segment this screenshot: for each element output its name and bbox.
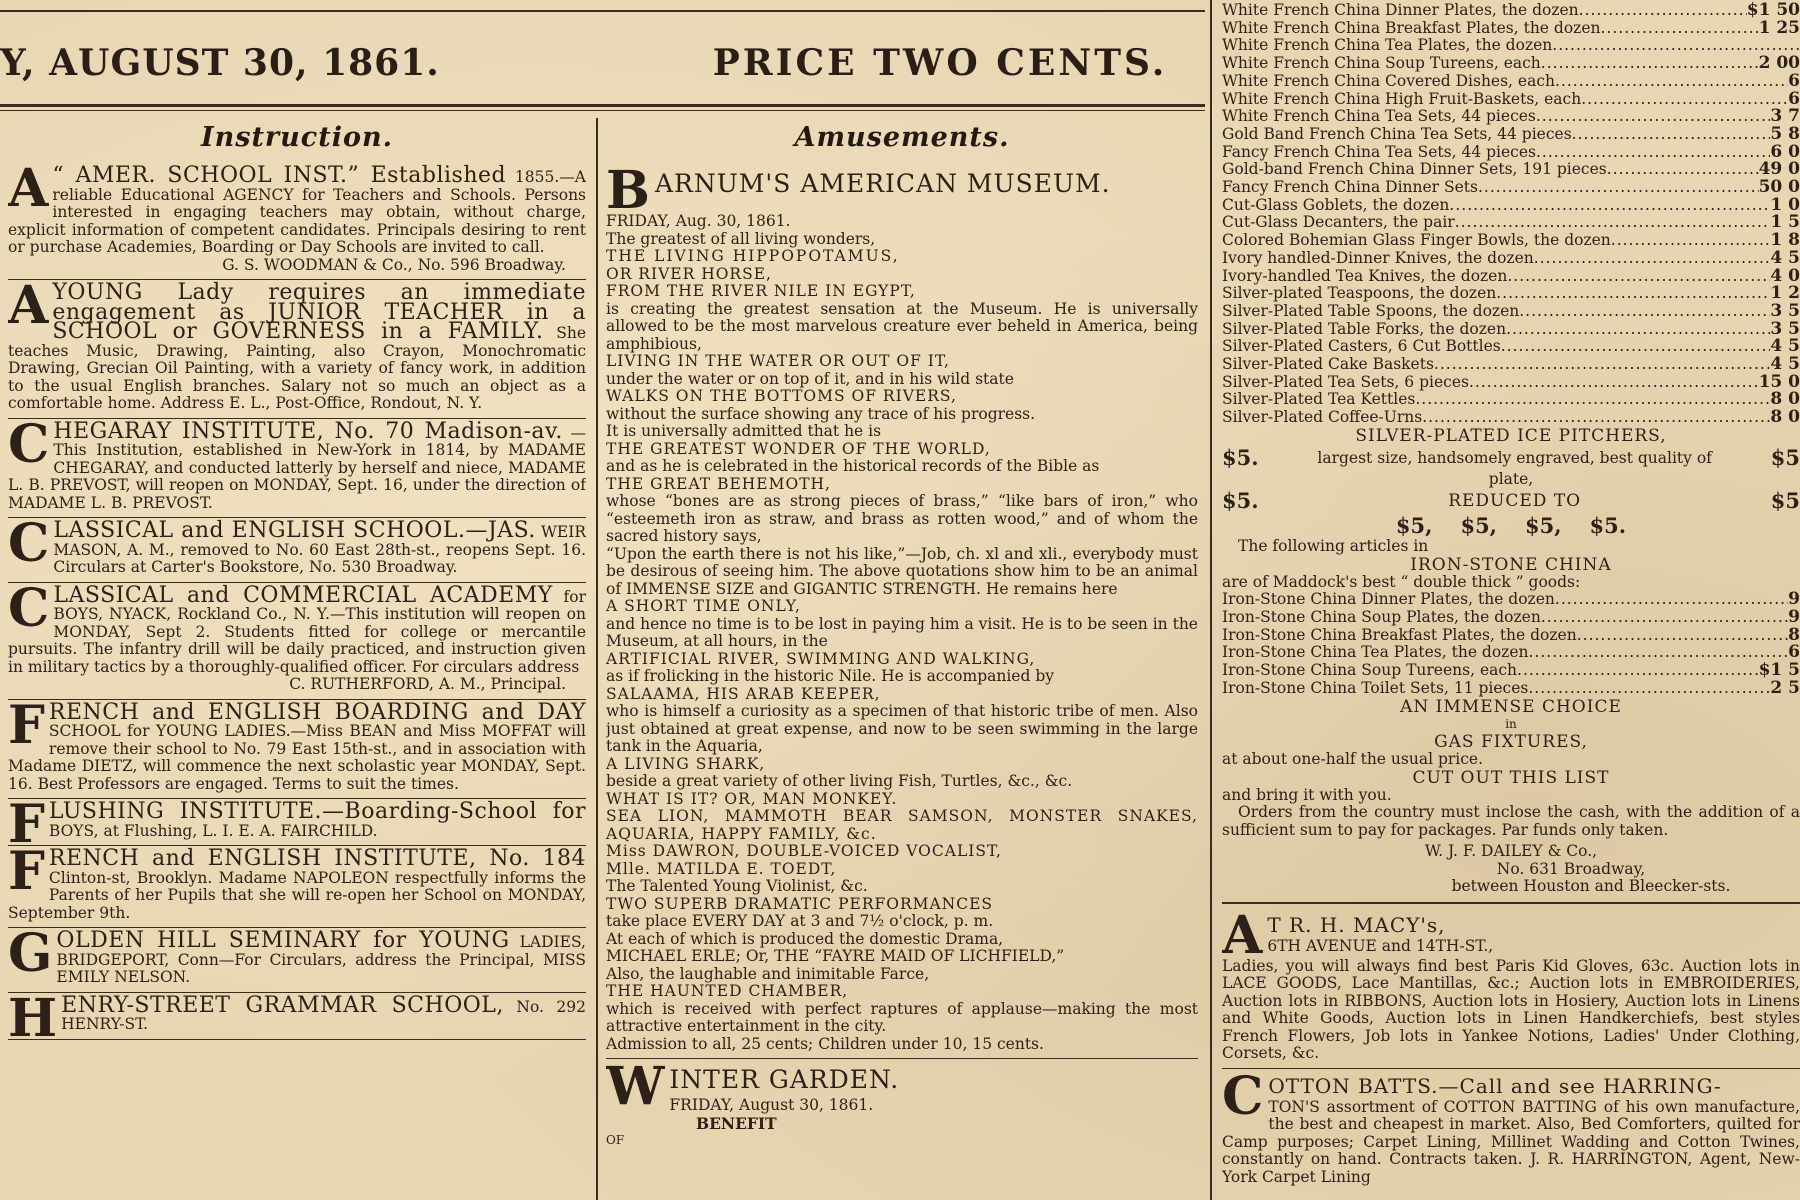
barnum-line: Also, the laughable and inimitable Farce,	[606, 964, 930, 983]
cotton-body: TON'S assortment of COTTON BATTING of his own manufacture, the best and cheapest in market. Also, Bed Comforters, quilted for Camp purposes; Carpet Lining, Millinet Wadding and Cotton Twines, constantly on hand. Contracts taken. J. R. HARRINGTON, Agent, New-York Carpet Lining	[1222, 1097, 1800, 1186]
barnum-line: Mlle. MATILDA E. TOEDT,	[606, 859, 837, 878]
china-price-price: 1 8	[1770, 230, 1800, 251]
barnum-line: OR RIVER HORSE,	[606, 264, 772, 283]
china-price-item: Fancy French China Tea Sets, 44 pieces	[1222, 142, 1536, 161]
ironstone-price-item: Iron-Stone China Tea Plates, the dozen	[1222, 643, 1529, 662]
barnum-line: which is received with perfect raptures of applause—making the most attractive entertainment in the city.	[606, 999, 1198, 1035]
instruction-dropcap: F	[8, 794, 45, 855]
china-price-item: Ivory-handled Tea Knives, the dozen	[1222, 266, 1508, 285]
china-price-row	[1222, 338, 1800, 356]
amusements-column	[606, 118, 1198, 1155]
china-price-row	[1222, 214, 1800, 232]
china-price-leader-dots	[1507, 268, 1770, 286]
china-price-leader-dots	[1415, 391, 1770, 409]
half-price: at about one-half the usual price.	[1222, 750, 1484, 769]
macy-body: Ladies, you will always find best Paris Kid Gloves, 63c. Auction lots in LACE GOODS, Lace Mantillas, &c.; Auction lots in EMBROIDERIES, Auction lots in RIBBONS, Auction lots in Hosiery, Auction lots in Linens and White Goods, Auction lots in Linen Handkerchiefs, best styles French Flowers, Job lots in Yankee Notions, Ladies' Under Clothing, Corsets, &c.	[1222, 956, 1800, 1063]
ironstone-price-row	[1222, 609, 1800, 627]
barnum-line: “Upon the earth there is not his like,”—Job, ch. xl and xli., everybody must be desirous of seeing him. The above quotations show him to be an animal of IMMENSE SIZE and GIGANTIC STRENGTH. He remains here	[606, 544, 1198, 598]
following-articles: The following articles in	[1238, 537, 1429, 556]
china-price-leader-dots	[1581, 91, 1788, 109]
instruction-dropcap: F	[8, 694, 45, 756]
china-price-price: 4 5	[1770, 336, 1800, 357]
china-price-price: 1 25	[1758, 17, 1800, 38]
instruction-ad-body: No. 292 HENRY-ST.	[61, 997, 586, 1033]
ironstone-price-row	[1222, 624, 1800, 645]
ice-pitchers-heading: SILVER-PLATED ICE PITCHERS,	[1355, 425, 1667, 446]
barnum-line: THE GREATEST WONDER OF THE WORLD,	[606, 439, 991, 458]
ironstone-price-row	[1222, 677, 1800, 698]
china-price-item: Silver-Plated Table Forks, the dozen	[1222, 319, 1507, 338]
instruction-ad-body: WEIR MASON, A. M., removed to No. 60 East 28th-st., reopens Sept. 16. Circulars at Carter's Bookstore, No. 530 Broadway.	[53, 523, 586, 576]
instruction-ad-lead: ENRY-STREET GRAMMAR SCHOOL,	[61, 992, 504, 1018]
amusements-heading: Amusements.	[794, 122, 1010, 153]
column-divider-2	[1210, 0, 1212, 1200]
winter-garden-title-text: INTER GARDEN.	[669, 1065, 900, 1094]
china-price-item: Silver-plated Teaspoons, the dozen	[1222, 284, 1497, 303]
instruction-ad	[8, 987, 586, 1041]
instruction-ad-body: SCHOOL for YOUNG LADIES.—Miss BEAN and Miss MOFFAT will remove their school to No. 79 East 15th-st., and in association with Madame DIETZ, will commence the next scholastic year MONDAY, Sept. 16. Best Professors are engaged. Terms to suit the times.	[8, 722, 586, 793]
china-price-row	[1222, 70, 1800, 91]
china-price-leader-dots	[1600, 20, 1758, 38]
china-price-price: 1 2	[1770, 283, 1800, 304]
china-price-item: Silver-Plated Tea Kettles	[1222, 390, 1416, 409]
ironstone-price-price: 9	[1788, 607, 1800, 628]
china-price-price: 15 0	[1758, 371, 1800, 392]
china-price-row	[1222, 391, 1800, 409]
reduced-line	[1222, 488, 1800, 514]
instruction-ad-body: —This Institution, established in New-York in 1814, by MADAME CHEGARAY, and conducted latterly by herself and niece, MADAME L. B. PREVOST, will reopen on MONDAY, Sept. 16, under the direction of MADAME L. B. PREVOST.	[8, 423, 586, 512]
immense-in: in	[1505, 716, 1517, 731]
china-price-item: Ivory handled-Dinner Knives, the dozen	[1222, 248, 1534, 267]
instruction-ad-lead: YOUNG Lady requires an immediate engagement as JUNIOR TEACHER in a SCHOOL or GOVERNESS in a FAMILY.	[52, 280, 586, 344]
instruction-ad-body: Clinton-st, Brooklyn. Madame NAPOLEON respectfully informs the Parents of her Pupils that she will re-open her School on MONDAY, September 9th.	[8, 868, 586, 922]
five-4: $5.	[1589, 513, 1627, 539]
five-dollar-row	[1222, 514, 1800, 538]
barnum-line: Miss DAWRON, DOUBLE-VOICED VOCALIST,	[606, 842, 1002, 860]
barnum-line: SEA LION, MAMMOTH BEAR SAMSON, MONSTER SNAKES, AQUARIA, HAPPY FAMILY, &c.	[606, 807, 1198, 843]
masthead-rule	[0, 104, 1205, 107]
instruction-dropcap: A	[8, 158, 49, 219]
instruction-ad-text	[8, 841, 586, 922]
china-price-leader-dots	[1455, 214, 1771, 232]
dailey-between: between Houston and Bleecker-sts.	[1451, 877, 1731, 896]
barnum-line: WALKS ON THE BOTTOMS OF RIVERS,	[606, 387, 957, 405]
instruction-dropcap: H	[8, 987, 58, 1041]
china-price-item: Silver-Plated Tea Sets, 6 pieces	[1222, 372, 1469, 391]
instruction-ad-text	[8, 794, 586, 855]
cotton-title-text: OTTON BATTS.—Call and see HARRING-	[1268, 1073, 1722, 1098]
barnum-line: Admission to all, 25 cents; Children under 10, 15 cents.	[606, 1034, 1044, 1053]
barnum-line: under the water or on top of it, and in his wild state	[606, 369, 1014, 388]
china-price-item: White French China Soup Tureens, each	[1222, 54, 1541, 73]
barnum-line: A SHORT TIME ONLY,	[606, 597, 801, 615]
instruction-ad-text	[8, 694, 586, 794]
immense-choice: AN IMMENSE CHOICE	[1400, 696, 1622, 717]
china-price-row	[1222, 285, 1800, 303]
winter-garden-of: OF	[606, 1133, 625, 1147]
ironstone-price-item: Iron-Stone China Dinner Plates, the dozen	[1222, 590, 1555, 609]
instruction-ad-text	[8, 413, 586, 513]
china-price-row	[1222, 265, 1800, 286]
instruction-ad-lead: LUSHING INSTITUTE.—Boarding-School for	[48, 799, 586, 824]
cut-out-list: CUT OUT THIS LIST	[1412, 767, 1610, 788]
ironstone-price-price: 9	[1788, 589, 1800, 610]
china-price-leader-dots	[1611, 232, 1771, 250]
china-price-leader-dots	[1555, 73, 1788, 91]
instruction-ad-text	[8, 158, 586, 257]
barnum-ad	[606, 160, 1198, 1059]
dailey-name: W. J. F. DAILEY & Co.,	[1424, 842, 1598, 861]
barnum-line: FRIDAY, Aug. 30, 1861.	[606, 212, 791, 230]
china-price-leader-dots	[1506, 321, 1770, 339]
china-price-leader-dots	[1434, 356, 1771, 374]
instruction-dropcap: A	[8, 275, 49, 336]
china-price-item: White French China Breakfast Plates, the dozen	[1222, 18, 1601, 37]
instruction-ad-signature: C. RUTHERFORD, A. M., Principal.	[289, 675, 566, 693]
china-price-row	[1222, 409, 1800, 427]
cotton-dropcap: C	[1222, 1065, 1265, 1127]
china-price-item: Silver-Plated Coffee-Urns	[1222, 408, 1423, 427]
instruction-column	[8, 118, 586, 1041]
barnum-line: THE HAUNTED CHAMBER,	[606, 982, 849, 1000]
china-price-row	[1222, 88, 1800, 109]
china-price-price: 5 8	[1770, 123, 1800, 144]
china-price-leader-dots	[1469, 374, 1759, 392]
barnum-line: WHAT IS IT? OR, MAN MONKEY.	[606, 789, 898, 808]
instruction-ad	[8, 275, 586, 419]
ice-price-left: $5.	[1222, 444, 1259, 470]
barnum-line: SALAAMA, HIS ARAB KEEPER,	[606, 684, 881, 703]
instruction-ad-lead: RENCH and ENGLISH BOARDING and DAY	[48, 699, 586, 725]
china-price-item: White French China High Fruit-Baskets, each	[1222, 89, 1582, 108]
ironstone-price-row	[1222, 662, 1800, 680]
winter-garden-ad	[606, 1056, 1198, 1155]
instruction-ad-signature: G. S. WOODMAN & Co., No. 596 Broadway.	[222, 255, 566, 274]
ironstone-price-item: Iron-Stone China Soup Tureens, each	[1222, 661, 1518, 680]
instruction-ad-text	[8, 577, 586, 677]
ironstone-list	[1222, 591, 1800, 697]
ironstone-price-leader-dots	[1517, 662, 1759, 680]
barnum-dropcap: B	[606, 160, 651, 221]
china-price-price: 6 0	[1770, 141, 1800, 162]
china-price-price: 6	[1788, 88, 1800, 109]
instruction-dropcap: F	[8, 841, 45, 902]
reduced-text: REDUCED TO	[1448, 491, 1582, 512]
instruction-ad-text	[8, 513, 586, 577]
ironstone-price-leader-dots	[1577, 627, 1788, 645]
china-price-item: Fancy French China Dinner Sets	[1222, 178, 1478, 197]
china-price-item: Gold Band French China Tea Sets, 44 pieces	[1222, 124, 1572, 143]
ice-price-right: $5	[1770, 444, 1800, 470]
instruction-ad	[8, 841, 586, 928]
china-price-price: $1 50	[1746, 2, 1800, 20]
barnum-line: and as he is celebrated in the historical records of the Bible as	[606, 457, 1100, 475]
china-price-price: 3 5	[1770, 300, 1800, 321]
china-price-price: 1 5	[1770, 212, 1800, 233]
ice-pitchers-line	[1222, 445, 1800, 471]
ironstone-price-price: 6	[1788, 642, 1800, 663]
ironstone-price-leader-dots	[1529, 644, 1789, 662]
ironstone-price-price: $1 5	[1758, 660, 1800, 681]
china-price-price: 50 0	[1758, 177, 1800, 198]
instruction-ad	[8, 577, 586, 700]
ironstone-price-item: Iron-Stone China Toilet Sets, 11 pieces	[1222, 678, 1529, 697]
china-price-price: 6	[1788, 70, 1800, 91]
china-price-price: 3 5	[1770, 318, 1800, 339]
china-price-item: White French China Tea Sets, 44 pieces	[1222, 107, 1536, 126]
barnum-title-text: ARNUM'S AMERICAN MUSEUM.	[654, 169, 1111, 198]
instruction-heading: Instruction.	[201, 122, 393, 153]
bring-it: and bring it with you.	[1222, 785, 1392, 804]
barnum-line: take place EVERY DAY at 3 and 7½ o'clock, p. m.	[606, 912, 994, 930]
china-price-row	[1222, 123, 1800, 144]
price-list	[1222, 2, 1800, 427]
china-price-leader-dots	[1422, 409, 1770, 427]
barnum-line: A LIVING SHARK,	[606, 754, 766, 773]
column-divider-1	[596, 118, 598, 1200]
instruction-dropcap: C	[8, 413, 50, 475]
china-price-row	[1222, 2, 1800, 20]
china-price-item: White French China Tea Plates, the dozen	[1222, 36, 1553, 55]
china-price-item: Silver-Plated Table Spoons, the dozen	[1222, 301, 1520, 320]
winter-garden-date: FRIDAY, August 30, 1861.	[669, 1096, 874, 1114]
china-price-row	[1222, 55, 1800, 73]
instruction-ad-lead: RENCH and ENGLISH INSTITUTE, No. 184	[48, 846, 586, 871]
china-price-leader-dots	[1536, 144, 1770, 162]
barnum-line: ARTIFICIAL RIVER, SWIMMING AND WALKING,	[606, 649, 1036, 668]
instruction-ad	[8, 923, 586, 993]
instruction-ad	[8, 158, 586, 280]
reduced-right: $5	[1770, 488, 1800, 514]
barnum-line: At each of which is produced the domestic Drama,	[606, 929, 1004, 948]
instruction-ad-lead: LASSICAL and ENGLISH SCHOOL.—JAS.	[53, 518, 536, 543]
macy-top-rule	[1222, 902, 1800, 904]
gas-fixtures: GAS FIXTURES,	[1434, 732, 1588, 753]
cotton-ad	[1222, 1065, 1800, 1192]
instruction-dropcap: C	[8, 577, 50, 639]
china-price-item: White French China Covered Dishes, each	[1222, 71, 1555, 90]
instruction-ad-body: for BOYS, NYACK, Rockland Co., N. Y.—This institution will reopen on MONDAY, Sept 2. Students fitted for college or mercantile pursuits. The infantry drill will be daily practiced, and instruction given in military tactics by a thoroughly-qualified officer. For circulars address	[8, 587, 586, 676]
china-price-row	[1222, 17, 1800, 38]
china-price-item: Silver-Plated Casters, 6 Cut Bottles	[1222, 337, 1501, 356]
instruction-dropcap: C	[8, 513, 50, 574]
china-price-price: 8 0	[1770, 407, 1800, 428]
china-price-item: Colored Bohemian Glass Finger Bowls, the dozen	[1222, 231, 1611, 250]
instruction-ad	[8, 513, 586, 583]
ironstone-sub: are of Maddock's best “ double thick ” goods:	[1222, 572, 1581, 591]
barnum-line: whose “bones are as strong pieces of brass,” “like bars of iron,” who “esteemeth iron as straw, and brass as rotten wood,” and of whom the sacred history says,	[606, 492, 1198, 545]
china-price-row	[1222, 318, 1800, 339]
china-price-row	[1222, 371, 1800, 392]
ironstone-price-leader-dots	[1541, 609, 1788, 627]
winter-garden-dropcap: W	[606, 1056, 666, 1117]
barnum-line: The Talented Young Violinist, &c.	[606, 877, 868, 895]
china-price-item: Silver-Plated Cake Baskets	[1222, 355, 1434, 374]
barnum-line: LIVING IN THE WATER OR OUT OF IT,	[606, 352, 950, 370]
instruction-ad-text	[8, 275, 586, 413]
china-price-row	[1222, 37, 1800, 55]
china-price-item: White French China Dinner Plates, the dozen	[1222, 2, 1579, 19]
barnum-line: It is universally admitted that he is	[606, 422, 882, 440]
instruction-ads	[8, 158, 586, 1041]
ironstone-price-item: Iron-Stone China Soup Plates, the dozen	[1222, 608, 1541, 627]
macy-dropcap: A	[1222, 904, 1264, 966]
china-price-row	[1222, 141, 1800, 162]
instruction-ad-lead: “ AMER. SCHOOL INST.” Established	[52, 163, 507, 188]
barnum-line: TWO SUPERB DRAMATIC PERFORMANCES	[606, 894, 994, 913]
ironstone-price-row	[1222, 591, 1800, 609]
china-price-leader-dots	[1496, 285, 1770, 303]
barnum-line: THE LIVING HIPPOPOTAMUS,	[606, 247, 900, 265]
china-price-row	[1222, 179, 1800, 197]
instruction-ad-body: She teaches Music, Drawing, Painting, also Crayon, Monochromatic Drawing, Grecian Oil Painting, with a variety of fancy work, in addition to the usual English branches. Salary not so much an object as a comfortable home. Address E. L., Post-Office, Rondout, N. Y.	[8, 324, 586, 412]
china-price-leader-dots	[1536, 108, 1771, 126]
china-price-price: 4 5	[1770, 354, 1800, 375]
china-price-leader-dots	[1519, 303, 1770, 321]
china-price-leader-dots	[1449, 197, 1770, 215]
orders-note: Orders from the country must inclose the cash, with the addition of a sufficient sum to pay for packages. Par funds only taken.	[1222, 803, 1800, 839]
masthead-rule-thin	[0, 110, 1205, 111]
china-price-item: Cut-Glass Goblets, the dozen	[1222, 195, 1450, 214]
china-price-row	[1222, 232, 1800, 250]
five-2: $5,	[1460, 513, 1497, 539]
macy-ad	[1222, 904, 1800, 1069]
dailey-address: No. 631 Broadway,	[1496, 859, 1646, 878]
china-price-price: 49 0	[1758, 159, 1800, 180]
china-price-row	[1222, 247, 1800, 268]
china-price-price: 1 0	[1770, 194, 1800, 215]
china-price-leader-dots	[1541, 55, 1759, 73]
instruction-ad	[8, 694, 586, 800]
ironstone-price-leader-dots	[1528, 680, 1770, 698]
instruction-ad-lead: LASSICAL and COMMERCIAL ACADEMY	[53, 582, 553, 608]
china-price-row	[1222, 300, 1800, 321]
barnum-line: who is himself a curiosity as a specimen of that historic tribe of men. Also just obtained at great expense, and now to be seen swimming in the large tank in the Aquaria,	[606, 702, 1198, 755]
china-price-row	[1222, 161, 1800, 179]
reduced-left: $5.	[1222, 488, 1259, 514]
china-price-price: 2 00	[1758, 53, 1800, 74]
macy-address: 6TH AVENUE and 14TH-ST.,	[1267, 936, 1494, 955]
top-rule	[0, 10, 1205, 12]
barnum-line: is creating the greatest sensation at the Museum. He is universally allowed to be the most marvelous creature ever beheld in America, being amphibious,	[606, 299, 1198, 353]
instruction-ad-text	[8, 987, 586, 1041]
barnum-line: MICHAEL ERLE; Or, THE “FAYRE MAID OF LICHFIELD,”	[606, 947, 1065, 965]
barnum-line: beside a great variety of other living Fish, Turtles, &c., &c.	[606, 772, 1073, 790]
china-price-row	[1222, 194, 1800, 215]
five-3: $5,	[1525, 513, 1562, 539]
macy-title-text: T R. H. MACY's,	[1267, 912, 1446, 937]
ironstone-price-price: 2 5	[1770, 677, 1800, 698]
barnum-line: as if frolicking in the historic Nile. He is accompanied by	[606, 667, 1055, 685]
instruction-ad-lead: HEGARAY INSTITUTE, No. 70 Madison-av.	[53, 418, 563, 444]
china-price-price: 4 5	[1770, 247, 1800, 268]
five-1: $5,	[1395, 513, 1433, 539]
masthead-date: Y, AUGUST 30, 1861.	[0, 42, 440, 84]
masthead-price: PRICE TWO CENTS.	[712, 42, 1168, 84]
ironstone-price-item: Iron-Stone China Breakfast Plates, the dozen	[1222, 625, 1577, 644]
barnum-line: FROM THE RIVER NILE IN EGYPT,	[606, 282, 916, 300]
china-price-leader-dots	[1534, 250, 1771, 268]
china-price-leader-dots	[1478, 179, 1759, 197]
china-price-leader-dots	[1572, 126, 1771, 144]
barnum-line: and hence no time is to be lost in paying him a visit. He is to be seen in the Museum, at all hours, in the	[606, 614, 1198, 650]
barnum-line: THE GREAT BEHEMOTH,	[606, 474, 831, 493]
china-price-item: Gold-band French China Dinner Sets, 191 pieces	[1222, 160, 1607, 179]
china-price-leader-dots	[1501, 338, 1771, 356]
china-price-leader-dots	[1579, 2, 1747, 20]
ironstone-price-leader-dots	[1555, 591, 1788, 609]
winter-garden-benefit: BENEFIT	[696, 1113, 777, 1133]
instruction-ad-body: LADIES, BRIDGEPORT, Conn—For Circulars, address the Principal, MISS EMILY NELSON.	[56, 933, 586, 986]
cotton-title	[1222, 1065, 1800, 1127]
china-price-leader-dots	[1607, 161, 1759, 179]
instruction-dropcap: G	[8, 923, 53, 984]
barnum-lines	[606, 213, 1198, 1053]
china-price-price: 4 0	[1770, 265, 1800, 286]
ice-plate: plate,	[1488, 469, 1534, 488]
instruction-ad-lead: OLDEN HILL SEMINARY for YOUNG	[56, 928, 510, 953]
prices-column	[1222, 2, 1800, 1191]
instruction-ad-body: BOYS, at Flushing, L. I. E. A. FAIRCHILD.	[48, 821, 378, 840]
china-price-price: 3 7	[1770, 106, 1800, 127]
instruction-ad	[8, 413, 586, 519]
instruction-ad	[8, 794, 586, 855]
china-price-row	[1222, 356, 1800, 374]
china-price-price: 8 0	[1770, 389, 1800, 410]
instruction-ad-text	[8, 923, 586, 987]
barnum-line: The greatest of all living wonders,	[606, 229, 876, 248]
barnum-line: without the surface showing any trace of his progress.	[606, 404, 1036, 423]
china-price-row	[1222, 108, 1800, 126]
china-price-item: Cut-Glass Decanters, the pair	[1222, 213, 1455, 232]
ironstone-heading: IRON-STONE CHINA	[1410, 554, 1612, 575]
instruction-ad-body: 1855.—A reliable Educational AGENCY for Teachers and Schools. Persons interested in engaging teachers may obtain, without charge, explicit information of competent candidates. Principals desiring to rent or purchase Academies, Boarding or Day Schools are invited to call.	[8, 168, 586, 256]
ice-description: largest size, handsomely engraved, best quality of	[1317, 448, 1712, 467]
ironstone-price-row	[1222, 644, 1800, 662]
ironstone-price-price: 8	[1788, 624, 1800, 645]
